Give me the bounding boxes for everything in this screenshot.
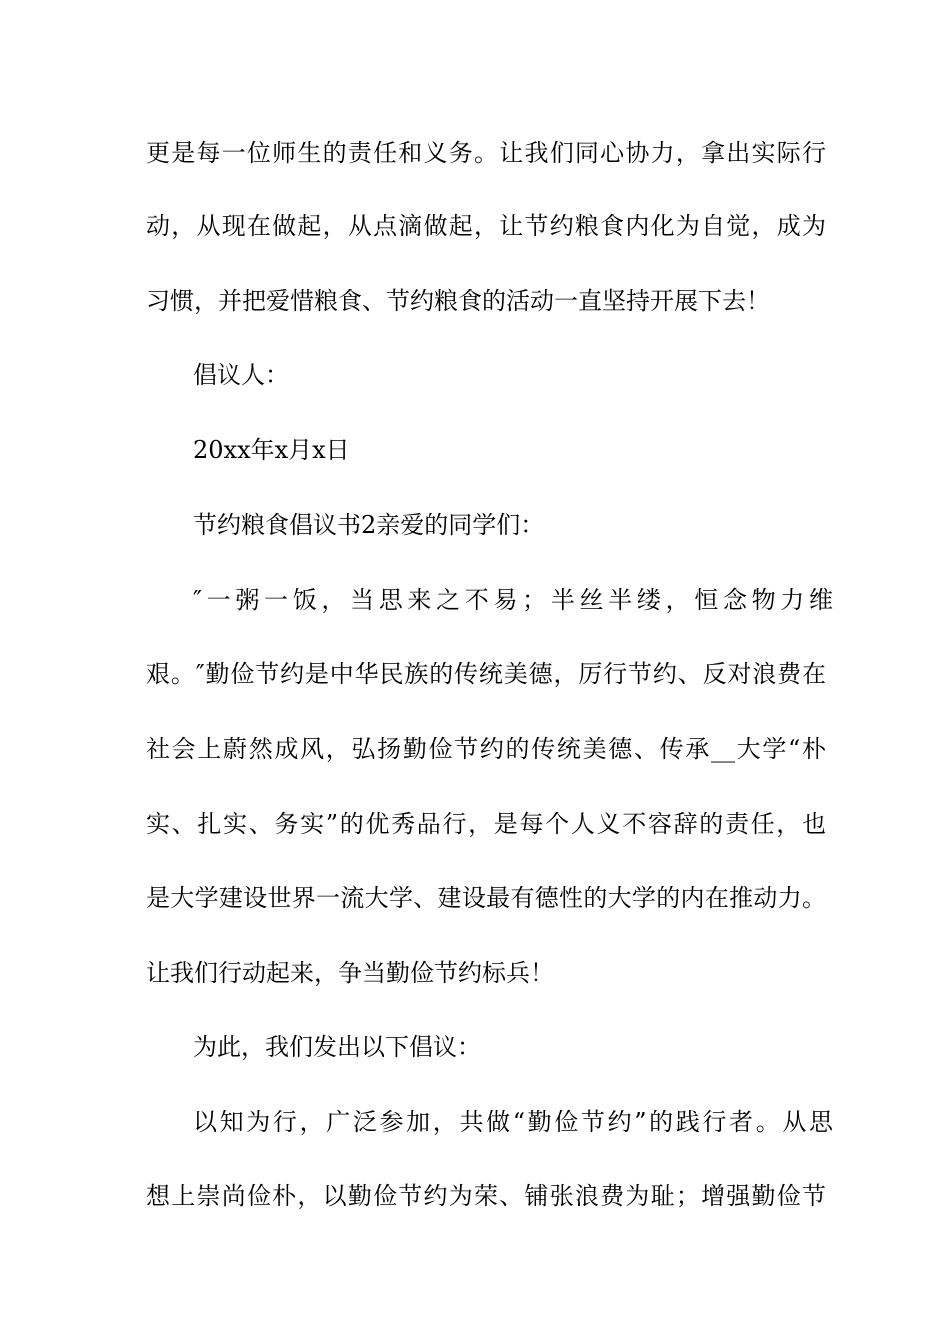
text-line: 更是每一位师生的责任和义务。让我们同心协力，拿出实际行 — [146, 139, 826, 167]
text-line: 社会上蔚然成风，弘扬勤俭节约的传统美德、传承__大学“朴 — [146, 735, 826, 763]
text-line: 以知为行，广泛参加，共做“勤俭节约”的践行者。从思 — [193, 1108, 833, 1136]
text-line: 是大学建设世界一流大学、建设最有德性的大学的内在推动力。 — [146, 884, 826, 912]
date-line: 20xx年x月x日 — [193, 436, 350, 464]
text-line: 习惯，并把爱惜粮食、节约粮食的活动一直坚持开展下去！ — [146, 287, 770, 315]
text-line: 为此，我们发出以下倡议： — [193, 1033, 481, 1061]
text-line: 动，从现在做起，从点滴做起，让节约粮食内化为自觉，成为 — [146, 212, 826, 240]
text-line: 实、扎实、务实”的优秀品行，是每个人义不容辞的责任，也 — [146, 810, 826, 838]
text-line: 让我们行动起来，争当勤俭节约标兵！ — [146, 959, 554, 987]
text-line: 艰。″勤俭节约是中华民族的传统美德，厉行节约、反对浪费在 — [146, 660, 826, 688]
section-heading: 节约粮食倡议书2亲爱的同学们： — [193, 511, 545, 539]
signatory-label: 倡议人： — [193, 361, 289, 389]
text-line: 想上崇尚俭朴，以勤俭节约为荣、铺张浪费为耻；增强勤俭节 — [146, 1182, 826, 1210]
text-line: ″一粥一饭，当思来之不易；半丝半缕，恒念物力维 — [193, 586, 833, 614]
